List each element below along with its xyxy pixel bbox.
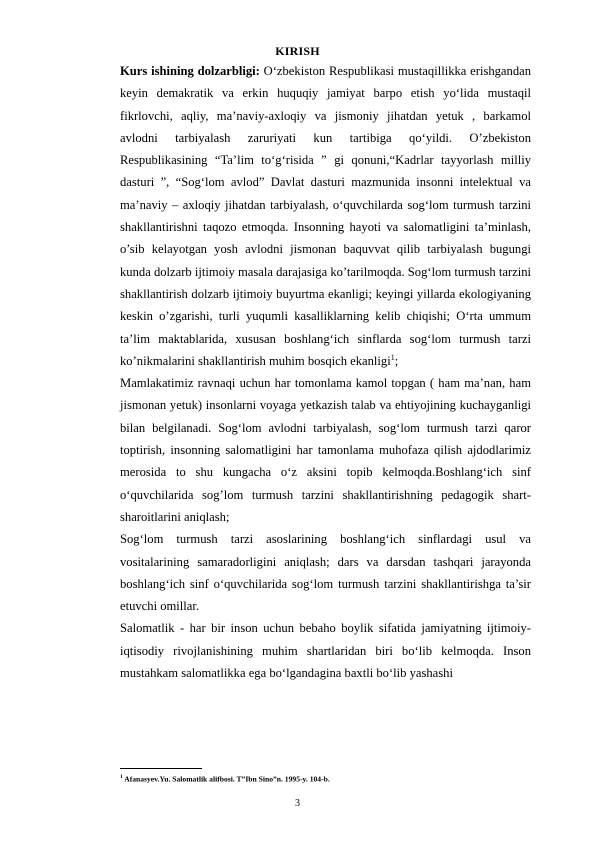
section-heading: KIRISH xyxy=(275,44,320,58)
body-text xyxy=(120,60,531,684)
footnote xyxy=(120,772,540,785)
page-number: 3 xyxy=(295,798,300,809)
paragraph-tail: ; xyxy=(394,353,399,368)
footnote-reference[interactable]: 1 xyxy=(390,352,395,362)
paragraph-text: O‘zbekiston Respublikasi mustaqillikka erishgandan keyin demakratik va erkin huquqiy jamiyat barpo etish yo‘lida mustaqil fikrlovchi, aqliy, ma’naviy-axloqiy va jismoniy jihatdan yetuk , barkamol avlodni tarbiyalash zaruriyati kun tartibiga qo‘yildi. O’zbekiston Respublikasining “Ta’lim to‘g‘risida ” gi qonuni,“Kadrlar tayyorlash milliy dasturi ”, “Sog‘lom avlod” Davlat dasturi mazmunida insonni intelektual va ma’naviy – axloqiy jihatdan tarbiyalash, o‘quvchilarda sog‘lom turmush tarzini shakllantirishni taqozo etmoqda. Insonning hayoti va salomatligini ta’minlash, o’sib kelayotgan yosh avlodni jismonan baquvvat qilib tarbiyalash bugungi kunda dolzarb ijtimoiy masala darajasiga ko’tarilmoqda. Sog‘lom turmush tarzini shakllantirish dolzarb ijtimoiy buyurtma ekanligi; keyingi yillarda ekologiyaning keskin o’zgarishi, turli yuqumli kasalliklarning kelib chiqishi; O‘rta ummum ta’lim maktablarida, xususan boshlang‘ich sinflarda sog‘lom turmush tarzi ko’nikmalarini shakllantirish muhim bosqich ekanligi xyxy=(120,64,532,368)
paragraph-development: Mamlakatimiz ravnaqi uchun har tomonlama kamol topgan ( ham ma’nan, ham jismonan yetuk) insonlarni voyaga yetkazish talab va ehtiyojining kuchayganligi bilan belgilanadi. Sog‘lom avlodni tarbiyalash, sog‘lom turmush tarzi qaror toptirish, insonning salomatligini har tamonlama muhofaza qilish ajdodlarimiz merosida to shu kungacha o‘z aksini topib kelmoqda.Boshlang‘ich sinf o‘quvchilarida sog’lom turmush tarzini shakllantirishning pedagogik shart-sharoitlarini aniqlash; xyxy=(120,376,531,524)
footnote-marker: 1 xyxy=(120,774,123,780)
paragraph-methods: Sog‘lom turmush tarzi asoslarining boshlang‘ich sinflardagi usul va vositalarining samaradorligini aniqlash; dars va darsdan tashqari jarayonda boshlang‘ich sinf o‘quvchilarida sog‘lom turmush tarzini shakllantirishga ta’sir etuvchi omillar. xyxy=(120,532,531,614)
footnote-text: Afanasyev.Yu. Salomatlik alifbosi. T”Ibn Sino”n. 1995-y. 104-b. xyxy=(122,774,330,784)
paragraph-relevance xyxy=(120,60,531,372)
lead-term: Kurs ishining dolzarbligi: xyxy=(120,64,260,78)
footnote-divider xyxy=(120,768,202,769)
paragraph-health: Salomatlik - har bir inson uchun bebaho boylik sifatida jamiyatning ijtimoiy-iqtisodiy rivojlanishining muhim shartlaridan biri bo‘lib kelmoqda. Inson mustahkam salomatlikka ega bo‘lgandagina baxtli bo‘lib yashashi xyxy=(120,621,531,681)
